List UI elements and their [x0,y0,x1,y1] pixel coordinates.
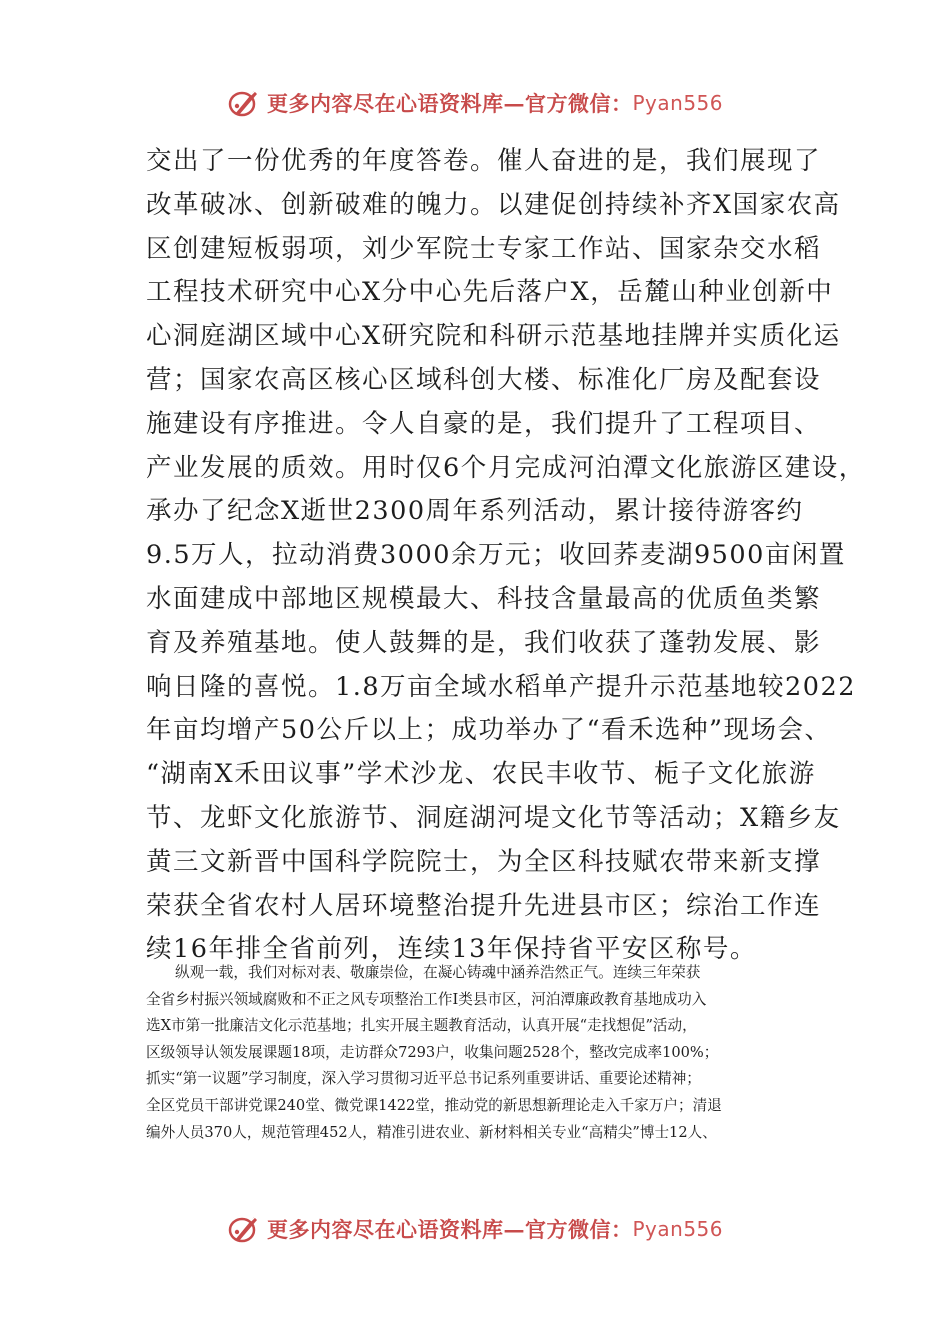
quill-logo-icon [227,1212,261,1246]
quill-logo-icon [227,86,261,120]
body-large-text [146,140,866,972]
text-line: 产业发展的质效。用时仅6个月完成河泊潭文化旅游区建设， [146,452,866,483]
header-banner [0,83,950,123]
text-line: 抓实“第一议题”学习制度，深入学习贯彻习近平总书记系列重要讲话、重要论述精神； [146,1070,701,1088]
text-line: 续16年排全省前列，连续13年保持省平安区称号。 [146,934,757,965]
text-line: 承办了纪念X逝世2300周年系列活动，累计接待游客约 [146,496,804,527]
body-small-text [146,960,826,1146]
text-line: 育及养殖基地。使人鼓舞的是，我们收获了蓬勃发展、影 [146,627,822,658]
text-line: 营；国家农高区核心区域科创大楼、标准化厂房及配套设 [146,364,822,395]
banner-text: 更多内容尽在心语资料库—官方微信： [266,1217,633,1242]
text-line: 选X市第一批廉洁文化示范基地；扎实开展主题教育活动，认真开展“走找想促”活动， [146,1017,697,1035]
text-line: 工程技术研究中心X分中心先后落户X，岳麓山种业创新中 [146,277,834,308]
text-line: 改革破冰、创新破难的魄力。以建促创持续补齐X国家农高 [146,189,841,220]
text-line: “湖南X禾田议事”学术沙龙、农民丰收节、栀子文化旅游 [146,759,816,790]
text-line: 纵观一载，我们对标对表、敬廉崇俭，在凝心铸魂中涵养浩然正气。连续三年荣获 [175,964,701,981]
text-line: 全区党员干部讲党课240堂、微党课1422堂，推动党的新思想新理论走入千家万户；清退 [146,1096,722,1114]
text-line: 全省乡村振兴领域腐败和不正之风专项整治工作Ⅰ类县市区，河泊潭廉政教育基地成功入 [146,990,707,1008]
text-line: 年亩均增产50公斤以上；成功举办了“看禾选种”现场会、 [146,715,832,746]
text-line: 水面建成中部地区规模最大、科技含量最高的优质鱼类繁 [146,583,822,614]
text-line: 响日隆的喜悦。1.8万亩全域水稻单产提升示范基地较2022 [146,671,856,702]
banner-wechat-id: Pyan556 [632,1217,723,1241]
banner-wechat-id: Pyan556 [632,91,723,115]
text-line: 区创建短板弱项，刘少军院士专家工作站、国家杂交水稻 [146,233,822,264]
text-line: 荣获全省农村人居环境整治提升先进县市区；综治工作连 [146,890,822,921]
text-line: 交出了一份优秀的年度答卷。催人奋进的是，我们展现了 [146,146,822,176]
text-line: 节、龙虾文化旅游节、洞庭湖河堤文化节等活动；X籍乡友 [146,802,841,833]
text-line: 编外人员370人，规范管理452人，精准引进农业、新材料相关专业“高精尖”博士12人、 [146,1123,717,1141]
text-line: 9.5万人，拉动消费3000余万元；收回荞麦湖9500亩闲置 [146,540,846,571]
text-line: 施建设有序推进。令人自豪的是，我们提升了工程项目、 [146,408,822,439]
text-line: 黄三文新晋中国科学院院士，为全区科技赋农带来新支撑 [146,846,822,877]
banner-text: 更多内容尽在心语资料库—官方微信： [266,91,633,116]
text-line: 心洞庭湖区域中心X研究院和科研示范基地挂牌并实质化运 [146,321,841,352]
footer-banner [0,1209,950,1249]
text-line: 区级领导认领发展课题18项，走访群众7293户，收集问题2528个，整改完成率100%； [146,1043,719,1061]
